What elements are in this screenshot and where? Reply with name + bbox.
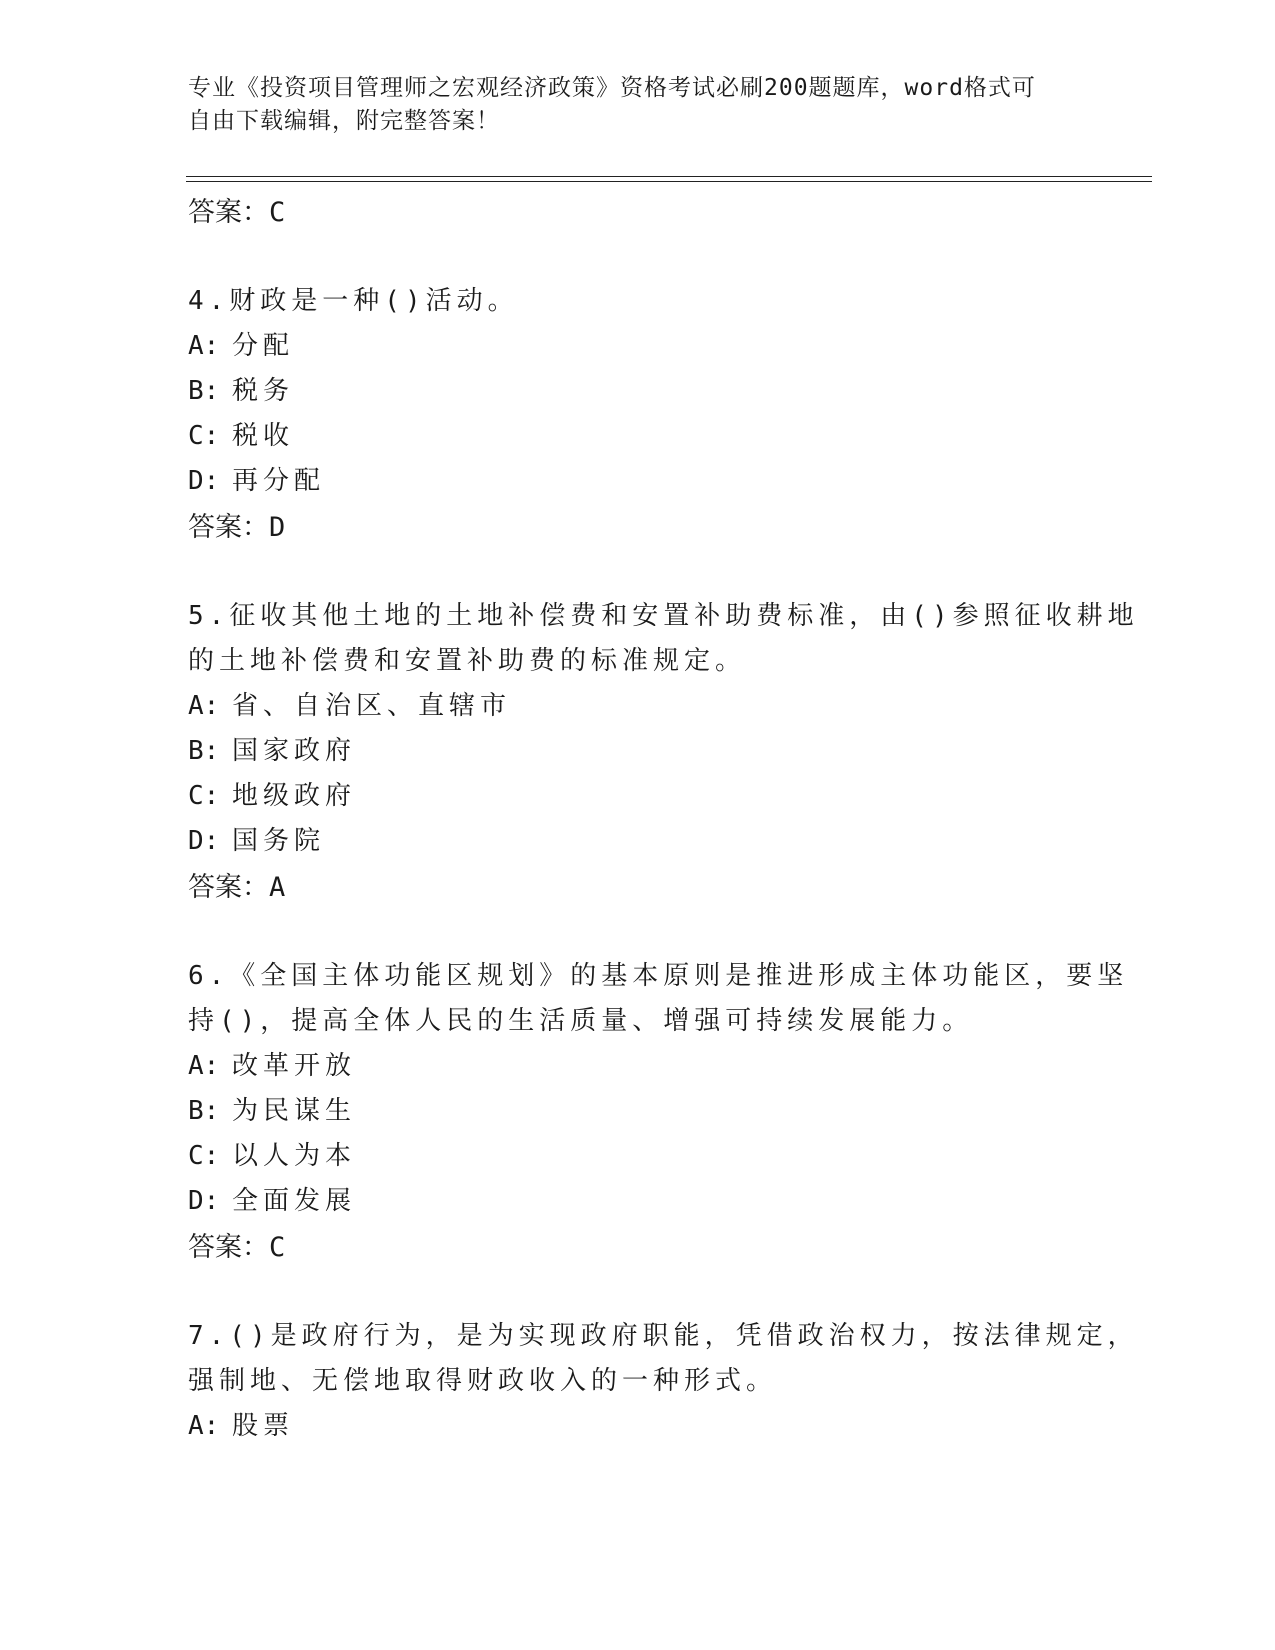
question-4-text: 4.财政是一种()活动。 xyxy=(188,286,519,316)
question-6-option-c: C: 以人为本 xyxy=(188,1141,357,1171)
question-7-text-line-2: 强制地、无偿地取得财政收入的一种形式。 xyxy=(188,1366,778,1396)
question-7-option-a: A: 股票 xyxy=(188,1411,295,1441)
question-5-option-b: B: 国家政府 xyxy=(188,736,357,766)
question-6-option-a: A: 改革开放 xyxy=(188,1051,357,1081)
question-5-option-a: A: 省、自治区、直辖市 xyxy=(188,691,512,721)
header-line-2: 自由下载编辑，附完整答案！ xyxy=(188,108,500,134)
question-5-option-d: D: 国务院 xyxy=(188,826,326,856)
question-4-option-d: D: 再分配 xyxy=(188,466,326,496)
question-6-answer: 答案：C xyxy=(188,1232,286,1263)
question-5-option-c: C: 地级政府 xyxy=(188,781,357,811)
question-6-text-line-1: 6.《全国主体功能区规划》的基本原则是推进形成主体功能区，要坚 xyxy=(188,961,1129,991)
header-line-1: 专业《投资项目管理师之宏观经济政策》资格考试必刷200题题库，word格式可 xyxy=(188,75,1036,101)
question-7-text-line-1: 7.()是政府行为，是为实现政府职能，凭借政治权力，按法律规定， xyxy=(188,1321,1139,1351)
question-4-option-a: A: 分配 xyxy=(188,331,295,361)
question-5-answer: 答案：A xyxy=(188,872,286,903)
question-5-text-line-1: 5.征收其他土地的土地补偿费和安置补助费标准，由()参照征收耕地 xyxy=(188,601,1139,631)
question-6-option-d: D: 全面发展 xyxy=(188,1186,357,1216)
document-header xyxy=(188,72,1088,138)
header-rule-top xyxy=(186,176,1152,177)
question-4-option-b: B: 税务 xyxy=(188,376,295,406)
answer-prev: 答案：C xyxy=(188,197,286,228)
question-4-answer: 答案：D xyxy=(188,512,286,543)
question-6-option-b: B: 为民谋生 xyxy=(188,1096,357,1126)
question-5-text-line-2: 的土地补偿费和安置补助费的标准规定。 xyxy=(188,646,747,676)
question-6-text-line-2: 持()，提高全体人民的生活质量、增强可持续发展能力。 xyxy=(188,1006,974,1036)
header-rule-bottom xyxy=(186,181,1152,182)
question-4-option-c: C: 税收 xyxy=(188,421,295,451)
